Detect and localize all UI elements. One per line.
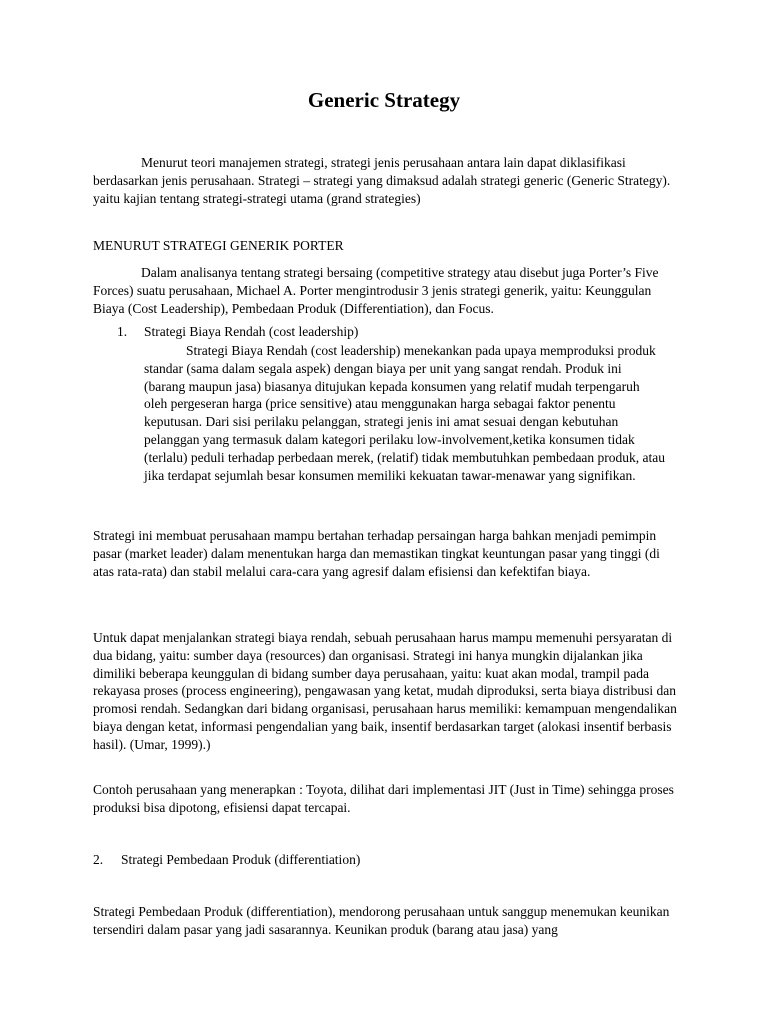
list-number-2: 2. xyxy=(93,852,104,867)
section-heading: MENURUT STRATEGI GENERIK PORTER xyxy=(93,238,344,253)
document-title: Generic Strategy xyxy=(307,88,461,112)
list-item-1-title: Strategi Biaya Rendah (cost leadership) xyxy=(144,324,359,339)
list-item-2-title: Strategi Pembedaan Produk (differentiation) xyxy=(121,852,361,867)
list-item-1-body: Strategi Biaya Rendah (cost leadership) menekankan pada upaya memproduksi produk standar (sama dalam segala aspek) dengan biaya per unit yang sangat rendah. Produk ini (barang maupun jasa) biasanya ditujukan kepada konsumen yang relatif mudah terpengaruh oleh pergeseran harga (price sensitive) atau menggunakan harga sebagai faktor penentu keputusan. Dari sisi perilaku pelanggan, strategi jenis ini amat sesuai dengan kebutuhan pelanggan yang termasuk dalam kategori perilaku low-involvement,ketika konsumen tidak (terlalu) peduli terhadap perbedaan merek, (relatif) tidak membutuhkan pembedaan produk, atau jika terdapat sejumlah besar konsumen memiliki kekuatan tawar-menawar yang signifikan. xyxy=(144,343,666,483)
porter-paragraph: Dalam analisanya tentang strategi bersaing (competitive strategy atau disebut juga Porter’s Five Forces) suatu perusahaan, Michael A. Porter mengintrodusir 3 jenis strategi generik, yaitu: Keunggulan Biaya (Cost Leadership), Pembedaan Produk (Differentiation), dan Focus. xyxy=(93,265,659,316)
market-paragraph: Strategi ini membuat perusahaan mampu bertahan terhadap persaingan harga bahkan menjadi pemimpin pasar (market leader) dalam menentukan harga dan memastikan tingkat keuntungan pasar yang tinggi (di atas rata-rata) dan stabil melalui cara-cara yang agresif dalam efisiensi dan kefektifan biaya. xyxy=(93,528,660,579)
differentiation-paragraph: Strategi Pembedaan Produk (differentiation), mendorong perusahaan untuk sanggup menemukan keunikan tersendiri dalam pasar yang jadi sasarannya. Keunikan produk (barang atau jasa) yang xyxy=(93,904,670,937)
example-paragraph: Contoh perusahaan yang menerapkan : Toyota, dilihat dari implementasi JIT (Just in Time) sehingga proses produksi bisa dipotong, efisiensi dapat tercapai. xyxy=(93,782,674,815)
list-number-1: 1. xyxy=(117,324,128,339)
requirements-paragraph: Untuk dapat menjalankan strategi biaya rendah, sebuah perusahaan harus mampu memenuhi persyaratan di dua bidang, yaitu: sumber daya (resources) dan organisasi. Strategi ini hanya mungkin dijalankan jika dimiliki beberapa keunggulan di bidang sumber daya perusahaan, yaitu: kuat akan modal, trampil pada rekayasa proses (process engineering), pengawasan yang ketat, mudah diproduksi, serta biaya distribusi dan promosi rendah. Sedangkan dari bidang organisasi, perusahaan harus memiliki: kemampuan mengendalikan biaya dengan ketat, informasi pengendalian yang baik, insentif berdasarkan target (alokasi insentif berbasis hasil). (Umar, 1999).) xyxy=(93,630,677,752)
intro-paragraph: Menurut teori manajemen strategi, strategi jenis perusahaan antara lain dapat diklasifikasi berdasarkan jenis perusahaan. Strategi – strategi yang dimaksud adalah strategi generic (Generic Strategy). yaitu kajian tentang strategi-strategi utama (grand strategies) xyxy=(93,155,671,206)
